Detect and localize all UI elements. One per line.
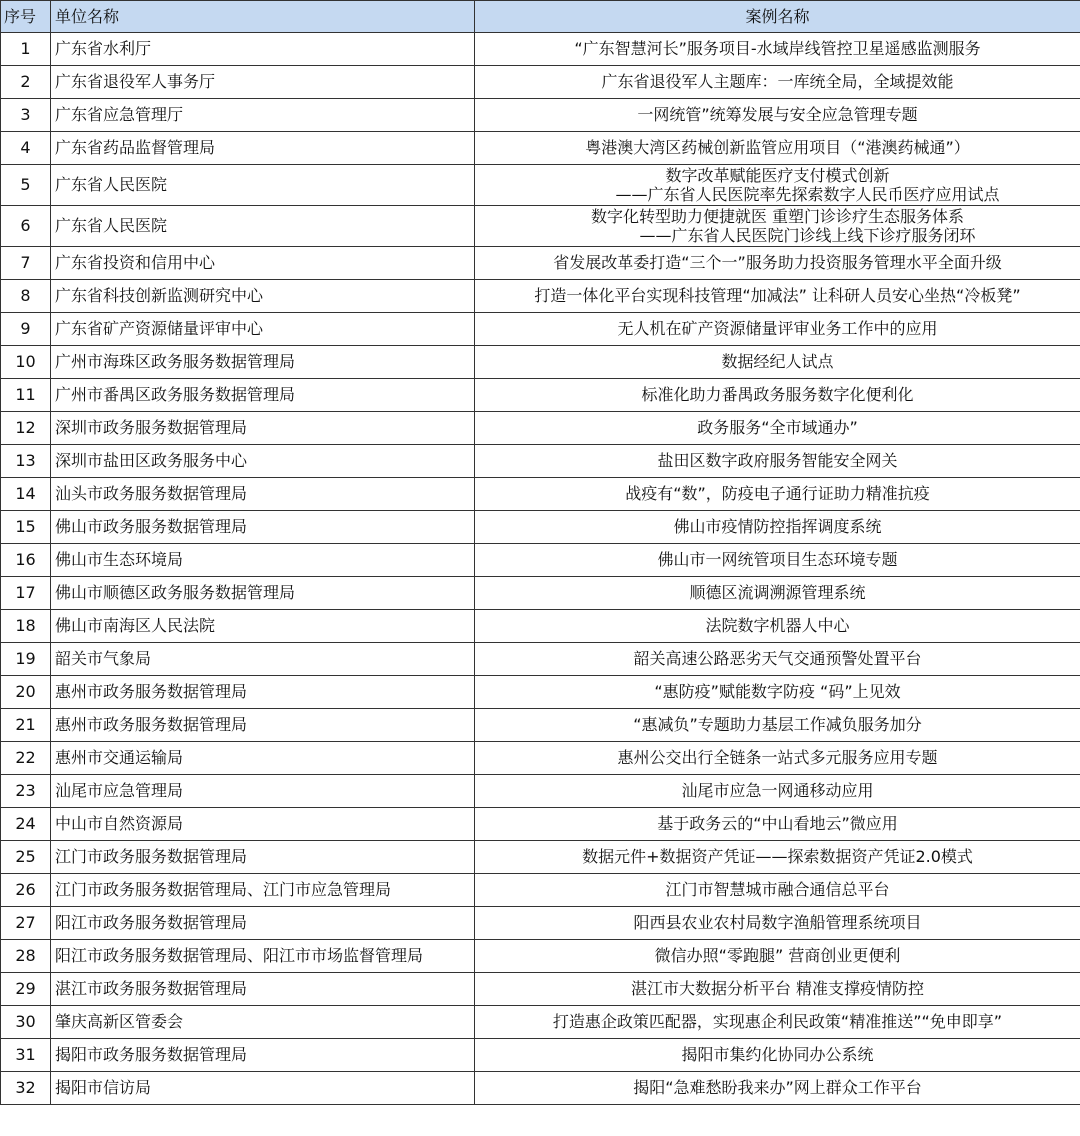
table-row — [1, 775, 1080, 808]
row-number: 14 — [1, 478, 51, 511]
unit-name: 广东省投资和信用中心 — [51, 247, 475, 280]
table-body — [1, 33, 1080, 1105]
unit-name: 揭阳市信访局 — [51, 1072, 475, 1105]
case-name: 无人机在矿产资源储量评审业务工作中的应用 — [475, 313, 1080, 346]
row-number: 12 — [1, 412, 51, 445]
table-row — [1, 478, 1080, 511]
table-row — [1, 379, 1080, 412]
header-row — [1, 1, 1080, 33]
table-row — [1, 841, 1080, 874]
unit-name: 江门市政务服务数据管理局、江门市应急管理局 — [51, 874, 475, 907]
table-row — [1, 445, 1080, 478]
table-row — [1, 676, 1080, 709]
unit-name: 江门市政务服务数据管理局 — [51, 841, 475, 874]
case-name: 基于政务云的“中山看地云”微应用 — [475, 808, 1080, 841]
row-number: 17 — [1, 577, 51, 610]
unit-name: 深圳市盐田区政务服务中心 — [51, 445, 475, 478]
unit-name: 惠州市政务服务数据管理局 — [51, 709, 475, 742]
row-number: 18 — [1, 610, 51, 643]
table-row — [1, 643, 1080, 676]
table-row — [1, 1039, 1080, 1072]
unit-name: 惠州市政务服务数据管理局 — [51, 676, 475, 709]
unit-name: 广东省矿产资源储量评审中心 — [51, 313, 475, 346]
unit-name: 广东省人民医院 — [51, 206, 475, 247]
row-number: 20 — [1, 676, 51, 709]
row-number: 6 — [1, 206, 51, 247]
case-name: “广东智慧河长”服务项目-水域岸线管控卫星遥感监测服务 — [475, 33, 1080, 66]
table-row — [1, 99, 1080, 132]
table-header — [1, 1, 1080, 33]
row-number: 27 — [1, 907, 51, 940]
case-name: 一网统管”统筹发展与安全应急管理专题 — [475, 99, 1080, 132]
table-row — [1, 577, 1080, 610]
unit-name: 深圳市政务服务数据管理局 — [51, 412, 475, 445]
table-row — [1, 940, 1080, 973]
header-case: 案例名称 — [475, 1, 1080, 33]
case-name: 数据元件+数据资产凭证——探索数据资产凭证2.0模式 — [475, 841, 1080, 874]
unit-name: 广东省科技创新监测研究中心 — [51, 280, 475, 313]
unit-name: 肇庆高新区管委会 — [51, 1006, 475, 1039]
table-row — [1, 132, 1080, 165]
table-row — [1, 66, 1080, 99]
case-name-subline: ——广东省人民医院门诊线上线下诊疗服务闭环 — [639, 226, 976, 245]
row-number: 32 — [1, 1072, 51, 1105]
case-name: 惠州公交出行全链条一站式多元服务应用专题 — [475, 742, 1080, 775]
case-name — [475, 165, 1080, 206]
table-row — [1, 709, 1080, 742]
unit-name: 佛山市生态环境局 — [51, 544, 475, 577]
case-name: 佛山市一网统管项目生态环境专题 — [475, 544, 1080, 577]
row-number: 13 — [1, 445, 51, 478]
row-number: 4 — [1, 132, 51, 165]
header-unit: 单位名称 — [51, 1, 475, 33]
case-name: 微信办照“零跑腿” 营商创业更便利 — [475, 940, 1080, 973]
unit-name: 广州市番禺区政务服务数据管理局 — [51, 379, 475, 412]
case-name: 揭阳市集约化协同办公系统 — [475, 1039, 1080, 1072]
row-number: 24 — [1, 808, 51, 841]
case-name: “惠防疫”赋能数字防疫 “码”上见效 — [475, 676, 1080, 709]
row-number: 22 — [1, 742, 51, 775]
row-number: 25 — [1, 841, 51, 874]
case-name-line: 数字改革赋能医疗支付模式创新 — [665, 166, 890, 185]
row-number: 10 — [1, 346, 51, 379]
row-number: 1 — [1, 33, 51, 66]
table-row — [1, 511, 1080, 544]
unit-name: 阳江市政务服务数据管理局 — [51, 907, 475, 940]
table-row — [1, 33, 1080, 66]
row-number: 26 — [1, 874, 51, 907]
case-name: 江门市智慧城市融合通信总平台 — [475, 874, 1080, 907]
table-row — [1, 313, 1080, 346]
row-number: 16 — [1, 544, 51, 577]
unit-name: 惠州市交通运输局 — [51, 742, 475, 775]
unit-name: 广东省人民医院 — [51, 165, 475, 206]
row-number: 21 — [1, 709, 51, 742]
unit-name: 佛山市南海区人民法院 — [51, 610, 475, 643]
table-row — [1, 808, 1080, 841]
case-name: 湛江市大数据分析平台 精准支撑疫情防控 — [475, 973, 1080, 1006]
row-number: 11 — [1, 379, 51, 412]
case-name: 广东省退役军人主题库：一库统全局，全域提效能 — [475, 66, 1080, 99]
unit-name: 中山市自然资源局 — [51, 808, 475, 841]
case-name: 阳西县农业农村局数字渔船管理系统项目 — [475, 907, 1080, 940]
case-name — [475, 206, 1080, 247]
table-row — [1, 874, 1080, 907]
unit-name: 佛山市政务服务数据管理局 — [51, 511, 475, 544]
case-name: 盐田区数字政府服务智能安全网关 — [475, 445, 1080, 478]
case-name: “惠减负”专题助力基层工作减负服务加分 — [475, 709, 1080, 742]
case-name: 揭阳“急难愁盼我来办”网上群众工作平台 — [475, 1072, 1080, 1105]
case-name: 粤港澳大湾区药械创新监管应用项目（“港澳药械通”） — [475, 132, 1080, 165]
table-row — [1, 742, 1080, 775]
unit-name: 揭阳市政务服务数据管理局 — [51, 1039, 475, 1072]
unit-name: 汕头市政务服务数据管理局 — [51, 478, 475, 511]
row-number: 28 — [1, 940, 51, 973]
row-number: 30 — [1, 1006, 51, 1039]
unit-name: 广州市海珠区政务服务数据管理局 — [51, 346, 475, 379]
unit-name: 广东省药品监督管理局 — [51, 132, 475, 165]
table-row — [1, 973, 1080, 1006]
row-number: 8 — [1, 280, 51, 313]
unit-name: 广东省水利厅 — [51, 33, 475, 66]
case-name: 省发展改革委打造“三个一”服务助力投资服务管理水平全面升级 — [475, 247, 1080, 280]
table-row — [1, 1072, 1080, 1105]
header-no: 序号 — [1, 1, 51, 33]
row-number: 7 — [1, 247, 51, 280]
case-name: 佛山市疫情防控指挥调度系统 — [475, 511, 1080, 544]
row-number: 29 — [1, 973, 51, 1006]
case-name: 数据经纪人试点 — [475, 346, 1080, 379]
row-number: 15 — [1, 511, 51, 544]
case-name: 战疫有“数”，防疫电子通行证助力精准抗疫 — [475, 478, 1080, 511]
table-row — [1, 907, 1080, 940]
table-row — [1, 280, 1080, 313]
table-row — [1, 165, 1080, 206]
unit-name: 汕尾市应急管理局 — [51, 775, 475, 808]
table-row — [1, 544, 1080, 577]
case-name-line: 数字化转型助力便捷就医 重塑门诊诊疗生态服务体系 — [590, 207, 965, 226]
row-number: 3 — [1, 99, 51, 132]
unit-name: 韶关市气象局 — [51, 643, 475, 676]
unit-name: 广东省应急管理厅 — [51, 99, 475, 132]
case-name: 政务服务“全市域通办” — [475, 412, 1080, 445]
unit-name: 广东省退役军人事务厅 — [51, 66, 475, 99]
case-name: 标准化助力番禺政务服务数字化便利化 — [475, 379, 1080, 412]
table-row — [1, 412, 1080, 445]
row-number: 23 — [1, 775, 51, 808]
unit-name: 阳江市政务服务数据管理局、阳江市市场监督管理局 — [51, 940, 475, 973]
row-number: 5 — [1, 165, 51, 206]
row-number: 2 — [1, 66, 51, 99]
table-row — [1, 206, 1080, 247]
case-name: 韶关高速公路恶劣天气交通预警处置平台 — [475, 643, 1080, 676]
case-name: 打造一体化平台实现科技管理“加减法” 让科研人员安心坐热“冷板凳” — [475, 280, 1080, 313]
row-number: 9 — [1, 313, 51, 346]
unit-name: 湛江市政务服务数据管理局 — [51, 973, 475, 1006]
case-name: 汕尾市应急一网通移动应用 — [475, 775, 1080, 808]
row-number: 19 — [1, 643, 51, 676]
table-row — [1, 610, 1080, 643]
case-name-subline: ——广东省人民医院率先探索数字人民币医疗应用试点 — [615, 185, 1000, 204]
table-row — [1, 1006, 1080, 1039]
case-name: 顺德区流调溯源管理系统 — [475, 577, 1080, 610]
row-number: 31 — [1, 1039, 51, 1072]
case-name: 打造惠企政策匹配器，实现惠企利民政策“精准推送”“免申即享” — [475, 1006, 1080, 1039]
unit-name: 佛山市顺德区政务服务数据管理局 — [51, 577, 475, 610]
table-row — [1, 247, 1080, 280]
table-row — [1, 346, 1080, 379]
case-name: 法院数字机器人中心 — [475, 610, 1080, 643]
